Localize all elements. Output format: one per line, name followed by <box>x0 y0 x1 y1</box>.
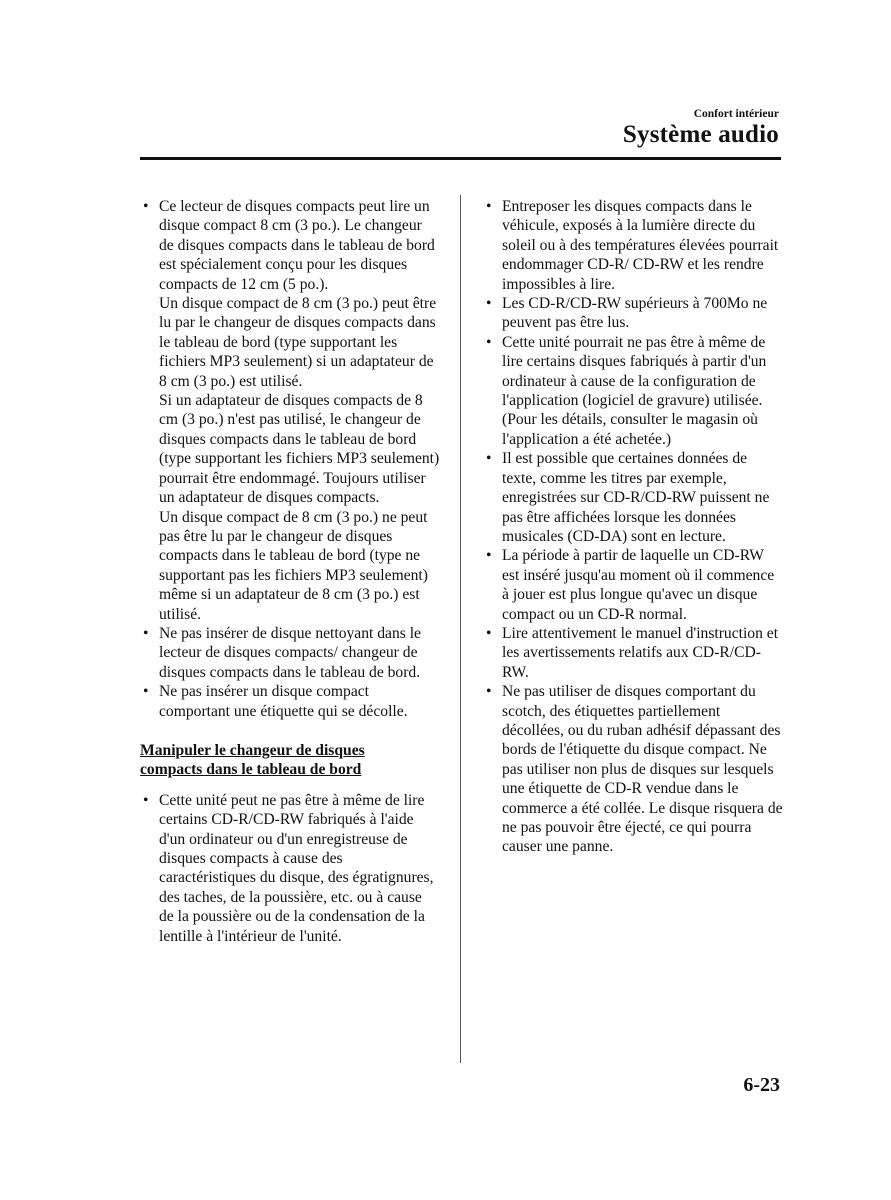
bullet-list-bottom <box>140 791 440 946</box>
list-item: • Cette unité peut ne pas être à même de lire certains CD-R/CD-RW fabriqués à l'aide d'un ordinateur ou d'un enregistreuse de disques compacts à cause des caractéristiques du disque, des égratignures, des taches, de la poussière, etc. ou à cause de la poussière ou de la condensation de la lentille à l'intérieur de l'unité. <box>140 791 440 946</box>
column-divider <box>460 195 461 1063</box>
section-subheading <box>140 741 440 780</box>
left-column <box>140 197 440 946</box>
header-rule <box>140 157 781 160</box>
subheading-line: Manipuler le changeur de disques <box>140 741 365 759</box>
right-column <box>483 197 783 857</box>
list-item: • Entreposer les disques compacts dans le véhicule, exposés à la lumière directe du soleil ou à des températures élevées pourrait endommager CD-R/ CD-RW et les rendre impossibles à lire. <box>483 197 783 294</box>
list-item: • Ne pas insérer de disque nettoyant dans le lecteur de disques compacts/ changeur de disques compacts dans le tableau de bord. <box>140 624 440 682</box>
list-item: • Les CD-R/CD-RW supérieurs à 700Mo ne peuvent pas être lus. <box>483 294 783 333</box>
subheading-line: compacts dans le tableau de bord <box>140 761 362 779</box>
list-item <box>140 197 440 624</box>
page-title: Système audio <box>622 121 779 148</box>
list-item: • Ne pas utiliser de disques comportant du scotch, des étiquettes partiellement décollées, ou du ruban adhésif dépassant des bords de l'étiquette du disque compact. Ne pas utiliser non plus de disques sur lesquels une étiquette de CD-R vendue dans le commerce a été collée. Le disque risquera de ne pas pouvoir être éjecté, ce qui pourra causer une panne. <box>483 682 783 857</box>
section-label: Confort intérieur <box>693 108 779 120</box>
list-item: • Cette unité pourrait ne pas être à même de lire certains disques fabriqués à partir d'un ordinateur à cause de la configuration de l'application (logiciel de gravure) utilisée. (Pour les détails, consulter le magasin où l'application a été achetée.) <box>483 333 783 449</box>
list-item: • La période à partir de laquelle un CD-RW est inséré jusqu'au moment où il commence à jouer est plus longue qu'avec un disque compact ou un CD-R normal. <box>483 546 783 624</box>
paragraph: • Ce lecteur de disques compacts peut lire un disque compact 8 cm (3 po.). Le changeur de disques compacts dans le tableau de bord est spécialement conçu pour les disques compacts de 12 cm (5 po.). <box>159 198 435 293</box>
paragraph: Un disque compact de 8 cm (3 po.) ne peut pas être lu par le changeur de disques compacts dans le tableau de bord (type ne supportant pas les fichiers MP3 seulement) même si un adaptateur de 8 cm (3 po.) est utilisé. <box>159 508 428 623</box>
paragraph: Si un adaptateur de disques compacts de 8 cm (3 po.) n'est pas utilisé, le changeur de disques compacts dans le tableau de bord (type supportant les fichiers MP3 seulement) pourrait être endommagé. Toujours utiliser un adaptateur de disques compacts. <box>159 392 440 507</box>
list-item: • Il est possible que certaines données de texte, comme les titres par exemple, enregistrées sur CD-R/CD-RW puissent ne pas être affichées lorsque les données musicales (CD-DA) sont en lecture. <box>483 449 783 546</box>
bullet-list-top <box>140 197 440 721</box>
page-number: 6-23 <box>743 1074 780 1096</box>
paragraph: Un disque compact de 8 cm (3 po.) peut être lu par le changeur de disques compacts dans le tableau de bord (type supportant les fichiers MP3 seulement) si un adaptateur de 8 cm (3 po.) est utilisé. <box>159 295 437 390</box>
list-item: • Lire attentivement le manuel d'instruction et les avertissements relatifs aux CD-R/CD-RW. <box>483 624 783 682</box>
list-item: • Ne pas insérer un disque compact comportant une étiquette qui se décolle. <box>140 682 440 721</box>
bullet-list <box>483 197 783 857</box>
